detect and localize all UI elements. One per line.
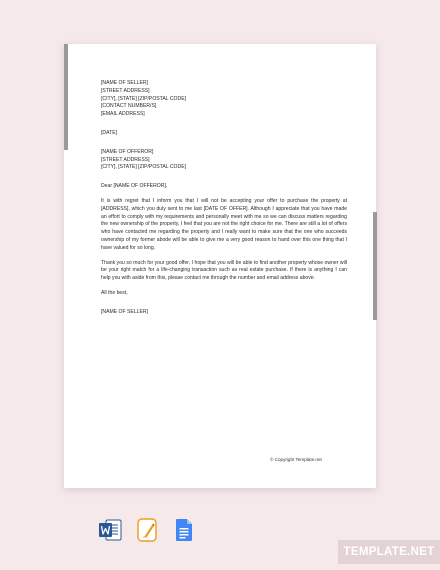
offeror-street: [STREET ADDRESS]: [101, 156, 150, 163]
letter-date: [DATE]: [101, 129, 118, 136]
signature-name: [NAME OF SELLER]: [101, 308, 148, 315]
body-paragraph-1: It is with regret that I inform you that I will not be accepting your offer to purchase the property at [ADDRESS], which you duly sent to me last [DATE OF OFFER]. Although I appreciate that you have made an effort to comply with my requirements and personally meet with me so we can discuss matters regarding the new ownership of the property, I feel that you are not the right choice for me. There are still a lot of offers who have contacted me regarding the property and I really want to make sure that the one who succeeds ownership of my former abode will be able to give me a very good reason to hand over this one thing that I have valued for so long.: [101, 197, 347, 251]
salutation: Dear [NAME OF OFFEROR],: [101, 183, 168, 190]
letter-content: [101, 80, 347, 317]
scrollbar-thumb[interactable]: [373, 212, 377, 320]
seller-email: [EMAIL ADDRESS]: [101, 111, 145, 118]
app-icon-row: [98, 518, 196, 542]
word-icon[interactable]: [98, 518, 122, 542]
seller-contact: [CONTACT NUMBER/S]: [101, 103, 157, 110]
page-edge-marker: [64, 44, 68, 150]
brand-logo: TEMPLATE.NET: [338, 540, 440, 564]
seller-address-block: [101, 80, 347, 119]
google-docs-icon[interactable]: [172, 518, 196, 542]
closing: All the best,: [101, 289, 128, 296]
offeror-address-block: [101, 149, 347, 172]
offeror-city: [CITY], [STATE] [ZIP/POSTAL CODE]: [101, 164, 187, 171]
seller-street: [STREET ADDRESS]: [101, 87, 150, 94]
seller-name: [NAME OF SELLER]: [101, 80, 148, 86]
copyright-notice: © Copyright Template.net: [270, 457, 322, 462]
pages-icon[interactable]: [135, 518, 159, 542]
seller-city: [CITY], [STATE] [ZIP/POSTAL CODE]: [101, 95, 187, 102]
body-paragraph-2: Thank you so much for your good offer. I hope that you will be able to find another property whose owner will be your right match for a life-changing transaction such as real estate purchase. If there is anything I can help you with aside from this, please contact me through the number and email address above.: [101, 259, 347, 282]
offeror-name: [NAME OF OFFEROR]: [101, 148, 154, 155]
